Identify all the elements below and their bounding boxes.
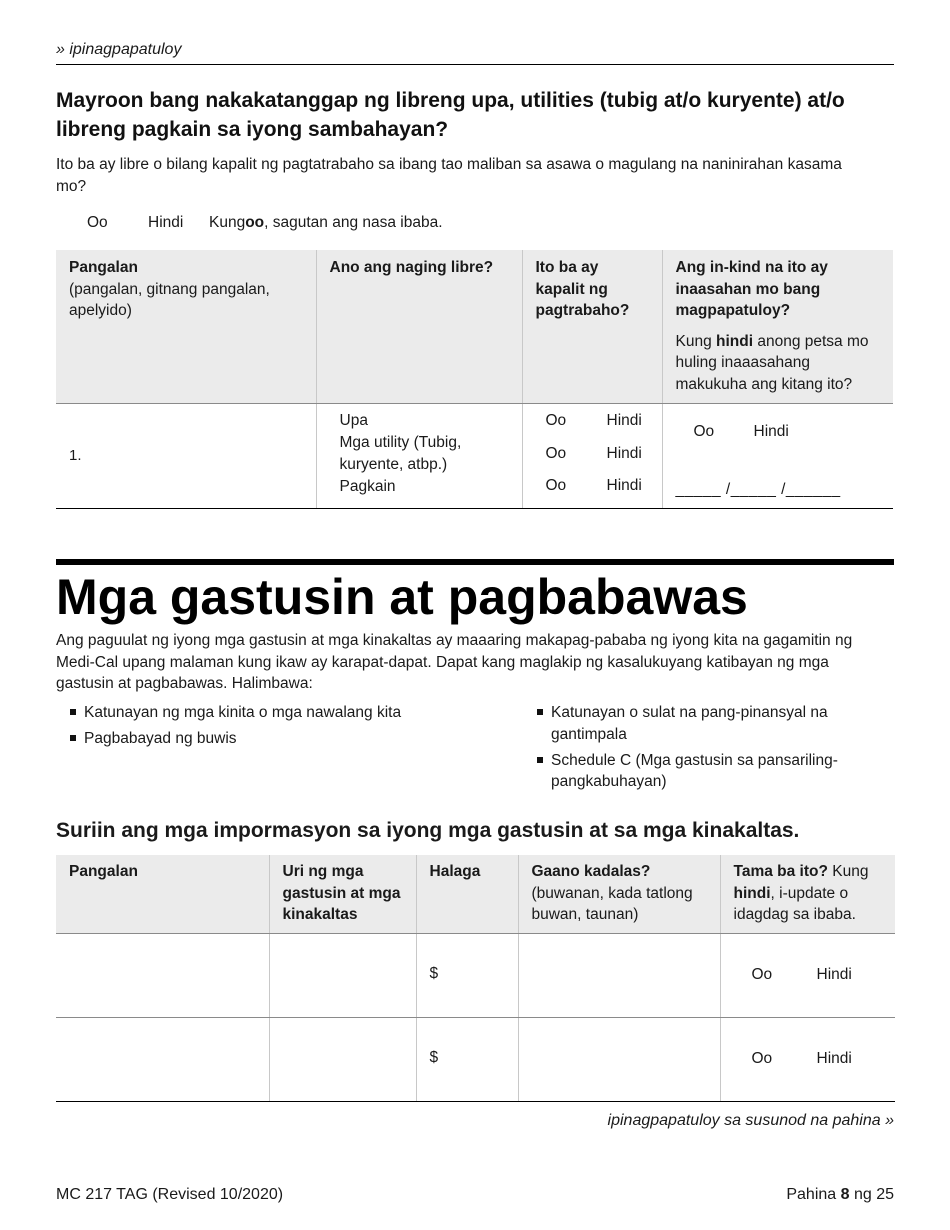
table-row xyxy=(56,404,893,509)
name-cell[interactable] xyxy=(56,933,269,1017)
correct-yes[interactable]: Oo xyxy=(751,966,773,984)
currency-symbol: $ xyxy=(429,1049,439,1067)
correct-cell xyxy=(720,1017,895,1101)
amount-cell[interactable] xyxy=(416,933,518,1017)
continued-next-page: ipinagpapatuloy sa susunod na pahina » xyxy=(607,1112,894,1129)
inkind-instruction: Kungoo, sagutan ang nasa ibaba. xyxy=(209,214,443,231)
correct-no[interactable]: Hindi xyxy=(816,1050,852,1068)
continue-yes[interactable]: Oo xyxy=(693,423,715,440)
list-item: Katunayan o sulat na pang-pinansyal na gantimpala xyxy=(537,702,877,745)
list-item: Katunayan ng mga kinita o mga nawalang kita xyxy=(70,702,490,724)
work-exchange-cell xyxy=(522,404,662,509)
examples-list-left xyxy=(70,702,490,754)
free-items-cell xyxy=(316,404,522,509)
section-intro: Ang paguulat ng iyong mga gastusin at mga kinakaltas ay maaaring makapag-pababa ng iyong kita na gagamitin ng Medi-Cal upang malaman kung ikaw ay karapat-dapat. Dapat kang maglakip ng kasalukuyang katibayan ng mga gastusin at pagbabawas. Halimbawa: xyxy=(56,632,853,692)
frequency-cell[interactable] xyxy=(518,933,720,1017)
section-divider xyxy=(56,559,894,565)
col-name-header: Pangalan xyxy=(56,855,269,933)
inkind-table xyxy=(56,250,893,509)
col-type-header: Uri ng mga gastusin at mga kinakaltas xyxy=(269,855,416,933)
currency-symbol: $ xyxy=(429,965,439,983)
amount-cell[interactable] xyxy=(416,1017,518,1101)
col-what-free-header: Ano ang naging libre? xyxy=(316,250,522,404)
list-item: Pagbabayad ng buwis xyxy=(70,728,490,750)
col-expected-continue-header: Ang in-kind na ito ay inaasahan mo bang magpapatuloy? Kung hindi anong petsa mo huling inaaasahang makukuha ang kitang ito? xyxy=(662,250,893,404)
continued-header: » ipinagpapatuloy xyxy=(56,40,894,65)
last-date-field[interactable]: _____ /_____ /______ xyxy=(675,480,841,498)
free-item-rent[interactable]: Upa xyxy=(339,412,368,429)
inkind-table-header xyxy=(56,250,893,404)
examples-list-right xyxy=(537,702,877,797)
inkind-help-text: Ito ba ay libre o bilang kapalit ng pagtatrabaho sa ibang tao maliban sa asawa o magulang na naninirahan kasama mo? xyxy=(56,156,842,195)
row-number[interactable]: 1. xyxy=(56,404,316,509)
correct-cell xyxy=(720,933,895,1017)
expenses-table-header xyxy=(56,855,895,933)
col-correct-header: Tama ba ito? Kung hindi, i-update o idagdag sa ibaba. xyxy=(720,855,895,933)
table-row xyxy=(56,1017,895,1101)
frequency-cell[interactable] xyxy=(518,1017,720,1101)
inkind-yes-option[interactable]: Oo xyxy=(87,214,108,231)
food-work-yes[interactable]: Oo xyxy=(545,477,567,494)
expenses-table xyxy=(56,855,895,1102)
food-work-no[interactable]: Hindi xyxy=(606,477,642,494)
continue-no[interactable]: Hindi xyxy=(753,423,789,440)
utility-work-yes[interactable]: Oo xyxy=(545,444,567,462)
col-amount-header: Halaga xyxy=(416,855,518,933)
utility-work-no[interactable]: Hindi xyxy=(606,444,642,462)
type-cell[interactable] xyxy=(269,1017,416,1101)
review-heading: Suriin ang mga impormasyon sa iyong mga gastusin at sa mga kinakaltas. xyxy=(56,819,800,842)
expected-continue-cell xyxy=(662,404,893,509)
form-id: MC 217 TAG (Revised 10/2020) xyxy=(56,1186,284,1203)
inkind-no-option[interactable]: Hindi xyxy=(148,214,184,231)
free-item-utilities[interactable]: Mga utility (Tubig, kuryente, atbp.) xyxy=(339,434,462,473)
free-item-food[interactable]: Pagkain xyxy=(339,478,396,495)
name-cell[interactable] xyxy=(56,1017,269,1101)
col-name-header: Pangalan (pangalan, gitnang pangalan, apelyido) xyxy=(56,250,316,404)
rent-work-no[interactable]: Hindi xyxy=(606,412,642,429)
col-work-exchange-header: Ito ba ay kapalit ng pagtrabaho? xyxy=(522,250,662,404)
correct-no[interactable]: Hindi xyxy=(816,966,852,984)
inkind-question-heading: Mayroon bang nakakatanggap ng libreng upa, utilities (tubig at/o kuryente) at/o libreng pagkain sa iyong sambahayan? xyxy=(56,89,845,141)
type-cell[interactable] xyxy=(269,933,416,1017)
page-number: Pahina 8 ng 25 xyxy=(786,1186,894,1203)
list-item: Schedule C (Mga gastusin sa pansariling-pangkabuhayan) xyxy=(537,750,877,793)
inkind-yes-no-group xyxy=(56,212,443,233)
rent-work-yes[interactable]: Oo xyxy=(545,412,567,429)
section-title: Mga gastusin at pagbabawas xyxy=(56,569,748,625)
correct-yes[interactable]: Oo xyxy=(751,1050,773,1068)
table-row xyxy=(56,933,895,1017)
col-frequency-header: Gaano kadalas? (buwanan, kada tatlong buwan, taunan) xyxy=(518,855,720,933)
